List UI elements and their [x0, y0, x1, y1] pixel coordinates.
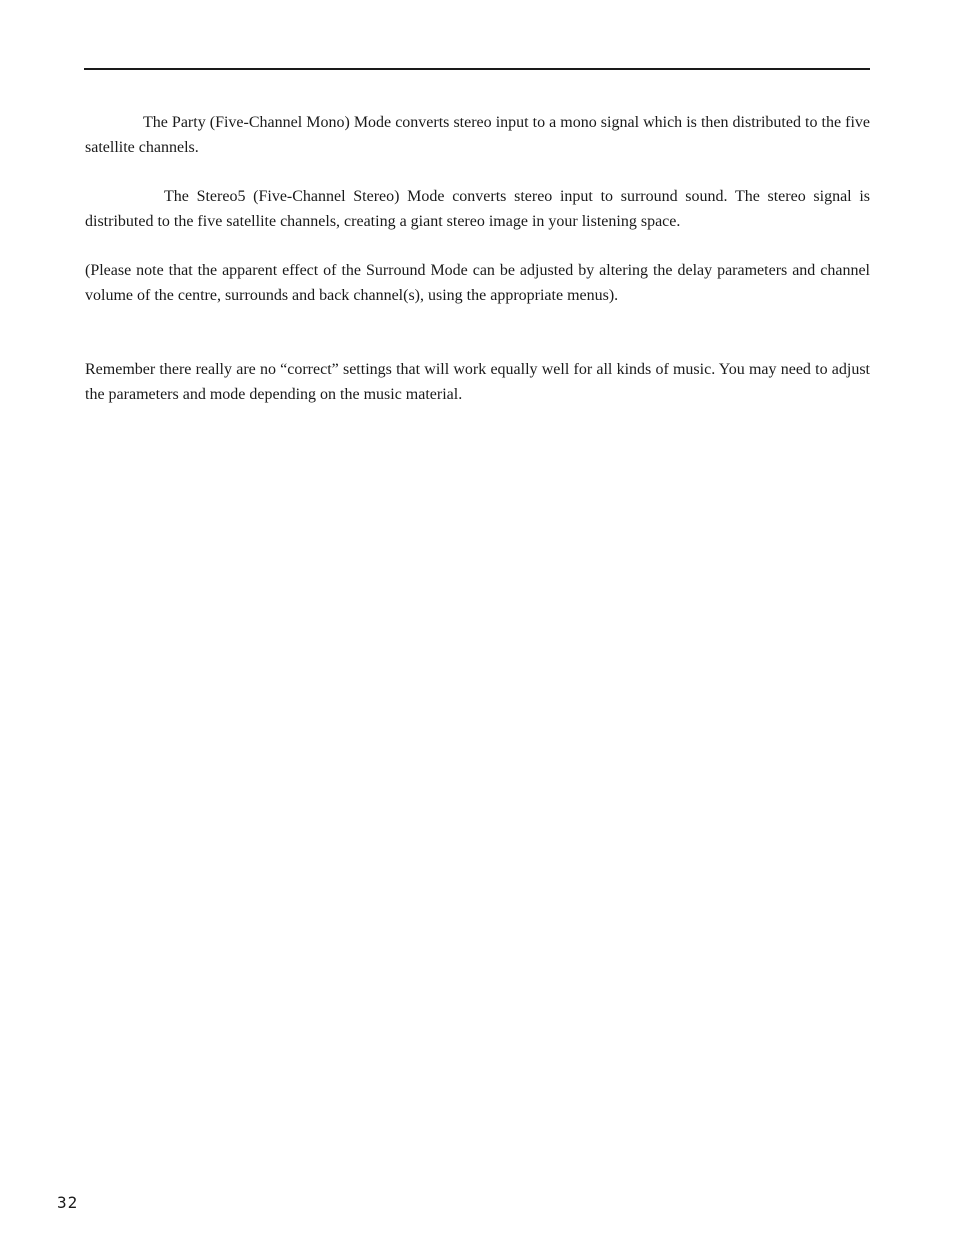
paragraph-stereo5-mode: The Stereo5 (Five-Channel Stereo) Mode converts stereo input to surround sound. The stereo signal is distributed to the five satellite channels, creating a giant stereo image in your listening space. — [85, 188, 870, 230]
paragraph-party-mode: The Party (Five-Channel Mono) Mode converts stereo input to a mono signal which is then distributed to the five satellite channels. — [85, 114, 870, 156]
header-rule — [84, 68, 870, 70]
paragraph-remember: Remember there really are no “correct” settings that will work equally well for all kinds of music. You may need to adjust the parameters and mode depending on the music material. — [85, 361, 870, 403]
page-body — [85, 110, 870, 407]
paragraph-surround-note: (Please note that the apparent effect of the Surround Mode can be adjusted by altering the delay parameters and channel volume of the centre, surrounds and back channel(s), using the appropriate menus). — [85, 262, 870, 304]
page-number: 32 — [57, 1193, 79, 1212]
